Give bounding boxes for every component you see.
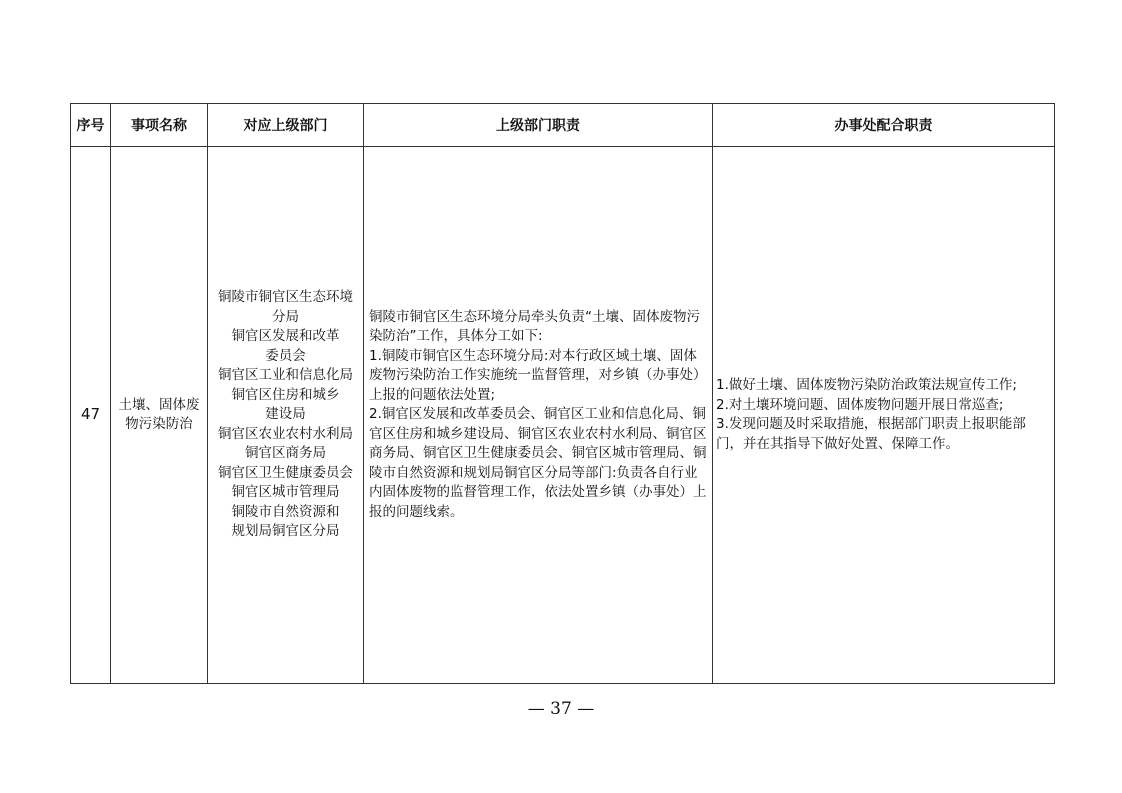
- department-line: 铜官区工业和信息化局: [218, 367, 353, 384]
- office-duty-item: 3.发现问题及时采取措施，根据部门职责上报职能部门，并在其指导下做好处置、保障工作。: [716, 416, 1026, 452]
- department-line: 委员会: [265, 347, 306, 364]
- department-line: 规划局铜官区分局: [231, 523, 340, 540]
- department-line: 分局: [272, 308, 299, 325]
- department-line: 铜官区发展和改革: [231, 328, 340, 345]
- header-superior-duties: 上级部门职责: [364, 104, 713, 147]
- responsibility-table: [70, 103, 1055, 684]
- superior-duty-item: 1.铜陵市铜官区生态环境分局:对本行政区域土壤、固体废物污染防治工作实施统一监督管理，对乡镇（办事处）上报的问题依法处置;: [369, 347, 707, 403]
- department-line: 铜官区农业农村水利局: [218, 425, 353, 442]
- table-row: [71, 147, 1055, 684]
- department-line: 铜官区住房和城乡: [231, 386, 340, 403]
- department-line: 铜官区商务局: [245, 445, 326, 462]
- department-line: 铜官区城市管理局: [231, 484, 340, 501]
- page-number: — 37 —: [527, 699, 595, 719]
- header-item-name: 事项名称: [111, 104, 208, 147]
- row-serial-number: 47: [71, 147, 111, 684]
- header-office-duties: 办事处配合职责: [713, 104, 1055, 147]
- department-line: 铜官区卫生健康委员会: [218, 464, 353, 481]
- header-superior-department: 对应上级部门: [208, 104, 364, 147]
- row-office-duties: [713, 147, 1055, 684]
- department-line: 铜陵市铜官区生态环境: [218, 289, 353, 306]
- row-superior-duties: [364, 147, 713, 684]
- superior-duty-intro: 铜陵市铜官区生态环境分局牵头负责“土壤、固体废物污染防治”工作，具体分工如下:: [369, 308, 700, 345]
- office-duty-item: 2.对土壤环境问题、固体废物问题开展日常巡查;: [716, 396, 1004, 413]
- department-line: 建设局: [265, 406, 306, 423]
- office-duty-item: 1.做好土壤、固体废物污染防治政策法规宣传工作;: [716, 377, 1017, 393]
- header-serial-number: 序号: [71, 104, 111, 147]
- row-item-name: 土壤、固体废物污染防治: [111, 147, 208, 684]
- department-line: 铜陵市自然资源和: [231, 503, 340, 520]
- superior-duty-item: 2.铜官区发展和改革委员会、铜官区工业和信息化局、铜官区住房和城乡建设局、铜官区农业农村水利局、铜官区商务局、铜官区卫生健康委员会、铜官区城市管理局、铜陵市自然资源和规划局铜官区分局等部门:负责各自行业内固体废物的监督管理工作，依法处置乡镇（办事处）上报的问题线索。: [369, 406, 707, 520]
- row-departments: [208, 147, 364, 684]
- table-header-row: [71, 104, 1055, 147]
